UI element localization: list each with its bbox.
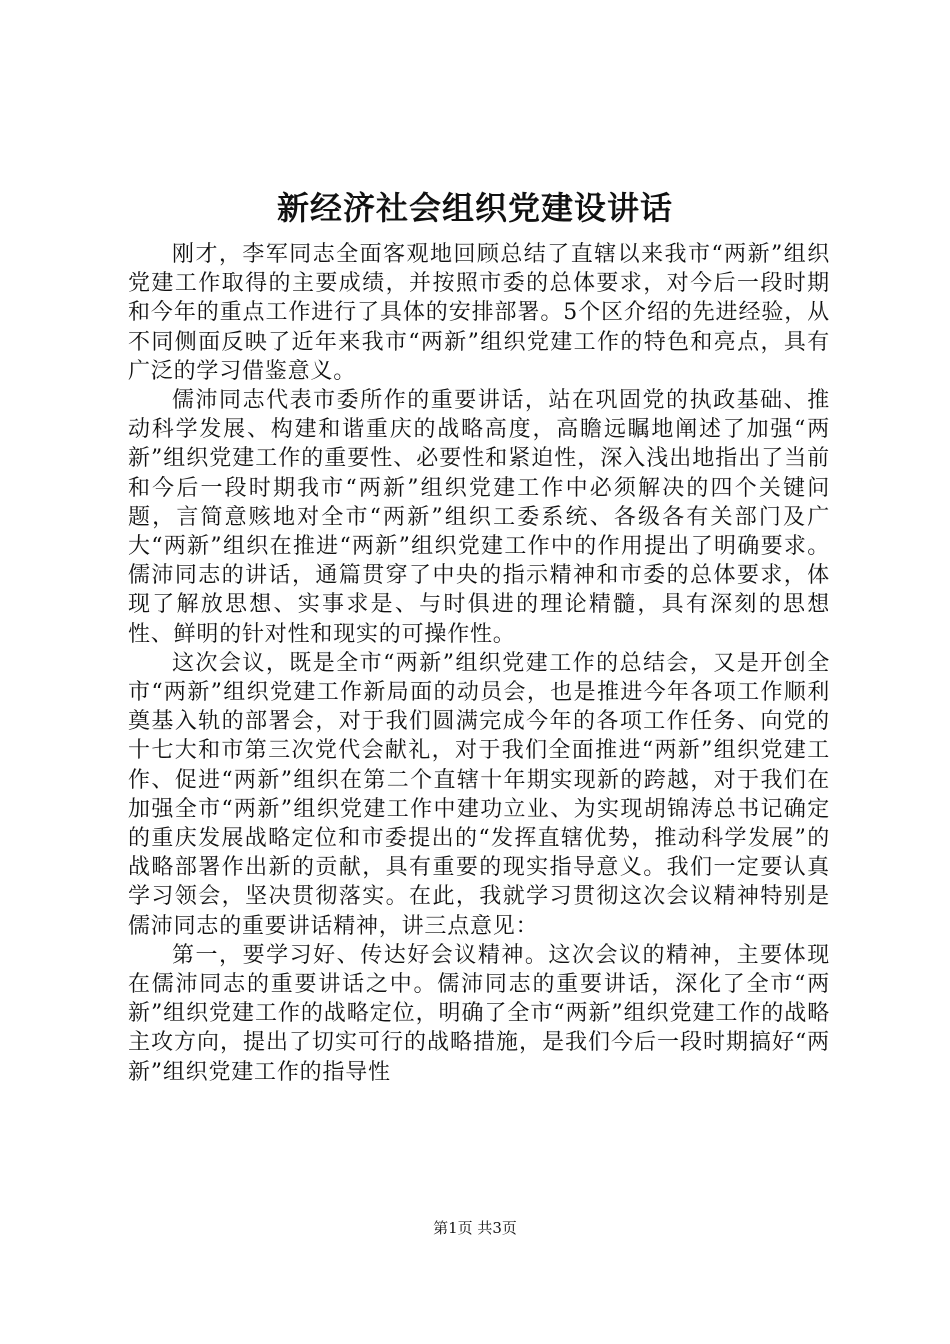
page-number-footer: 第1页 共3页 xyxy=(433,1219,517,1237)
document-body xyxy=(128,240,830,1087)
paragraph-4: 第一，要学习好、传达好会议精神。这次会议的精神，主要体现在儒沛同志的重要讲话之中。儒沛同志的重要讲话，深化了全市“两新”组织党建工作的战略定位，明确了全市“两新”组织党建工作的战略主攻方向，提出了切实可行的战略措施，是我们今后一段时期搞好“两新”组织党建工作的指导性 xyxy=(128,942,830,1085)
paragraph-3: 这次会议，既是全市“两新”组织党建工作的总结会，又是开创全市“两新”组织党建工作新局面的动员会，也是推进今年各项工作顺利奠基入轨的部署会，对于我们圆满完成今年的各项工作任务、向党的十七大和市第三次党代会献礼，对于我们全面推进“两新”组织党建工作、促进“两新”组织在第二个直辖十年期实现新的跨越，对于我们在加强全市“两新”组织党建工作中建功立业、为实现胡锦涛总书记确定的重庆发展战略定位和市委提出的“发挥直辖优势，推动科学发展”的战略部署作出新的贡献，具有重要的现实指导意义。我们一定要认真学习领会，坚决贯彻落实。在此，我就学习贯彻这次会议精神特别是儒沛同志的重要讲话精神，讲三点意见： xyxy=(128,650,830,939)
paragraph-1: 刚才，李军同志全面客观地回顾总结了直辖以来我市“两新”组织党建工作取得的主要成绩，并按照市委的总体要求，对今后一段时期和今年的重点工作进行了具体的安排部署。5个区介绍的先进经验，从不同侧面反映了近年来我市“两新”组织党建工作的特色和亮点，具有广泛的学习借鉴意义。 xyxy=(128,242,830,384)
paragraph-2: 儒沛同志代表市委所作的重要讲话，站在巩固党的执政基础、推动科学发展、构建和谐重庆的战略高度，高瞻远瞩地阐述了加强“两新”组织党建工作的重要性、必要性和紧迫性，深入浅出地指出了当前和今后一段时期我市“两新”组织党建工作中必须解决的四个关键问题，言简意赅地对全市“两新”组织工委系统、各级各有关部门及广大“两新”组织在推进“两新”组织党建工作中的作用提出了明确要求。儒沛同志的讲话，通篇贯穿了中央的指示精神和市委的总体要求，体现了解放思想、实事求是、与时俱进的理论精髓，具有深刻的思想性、鲜明的针对性和现实的可操作性。 xyxy=(128,388,830,647)
document-title: 新经济社会组织党建设讲话 xyxy=(276,189,673,227)
